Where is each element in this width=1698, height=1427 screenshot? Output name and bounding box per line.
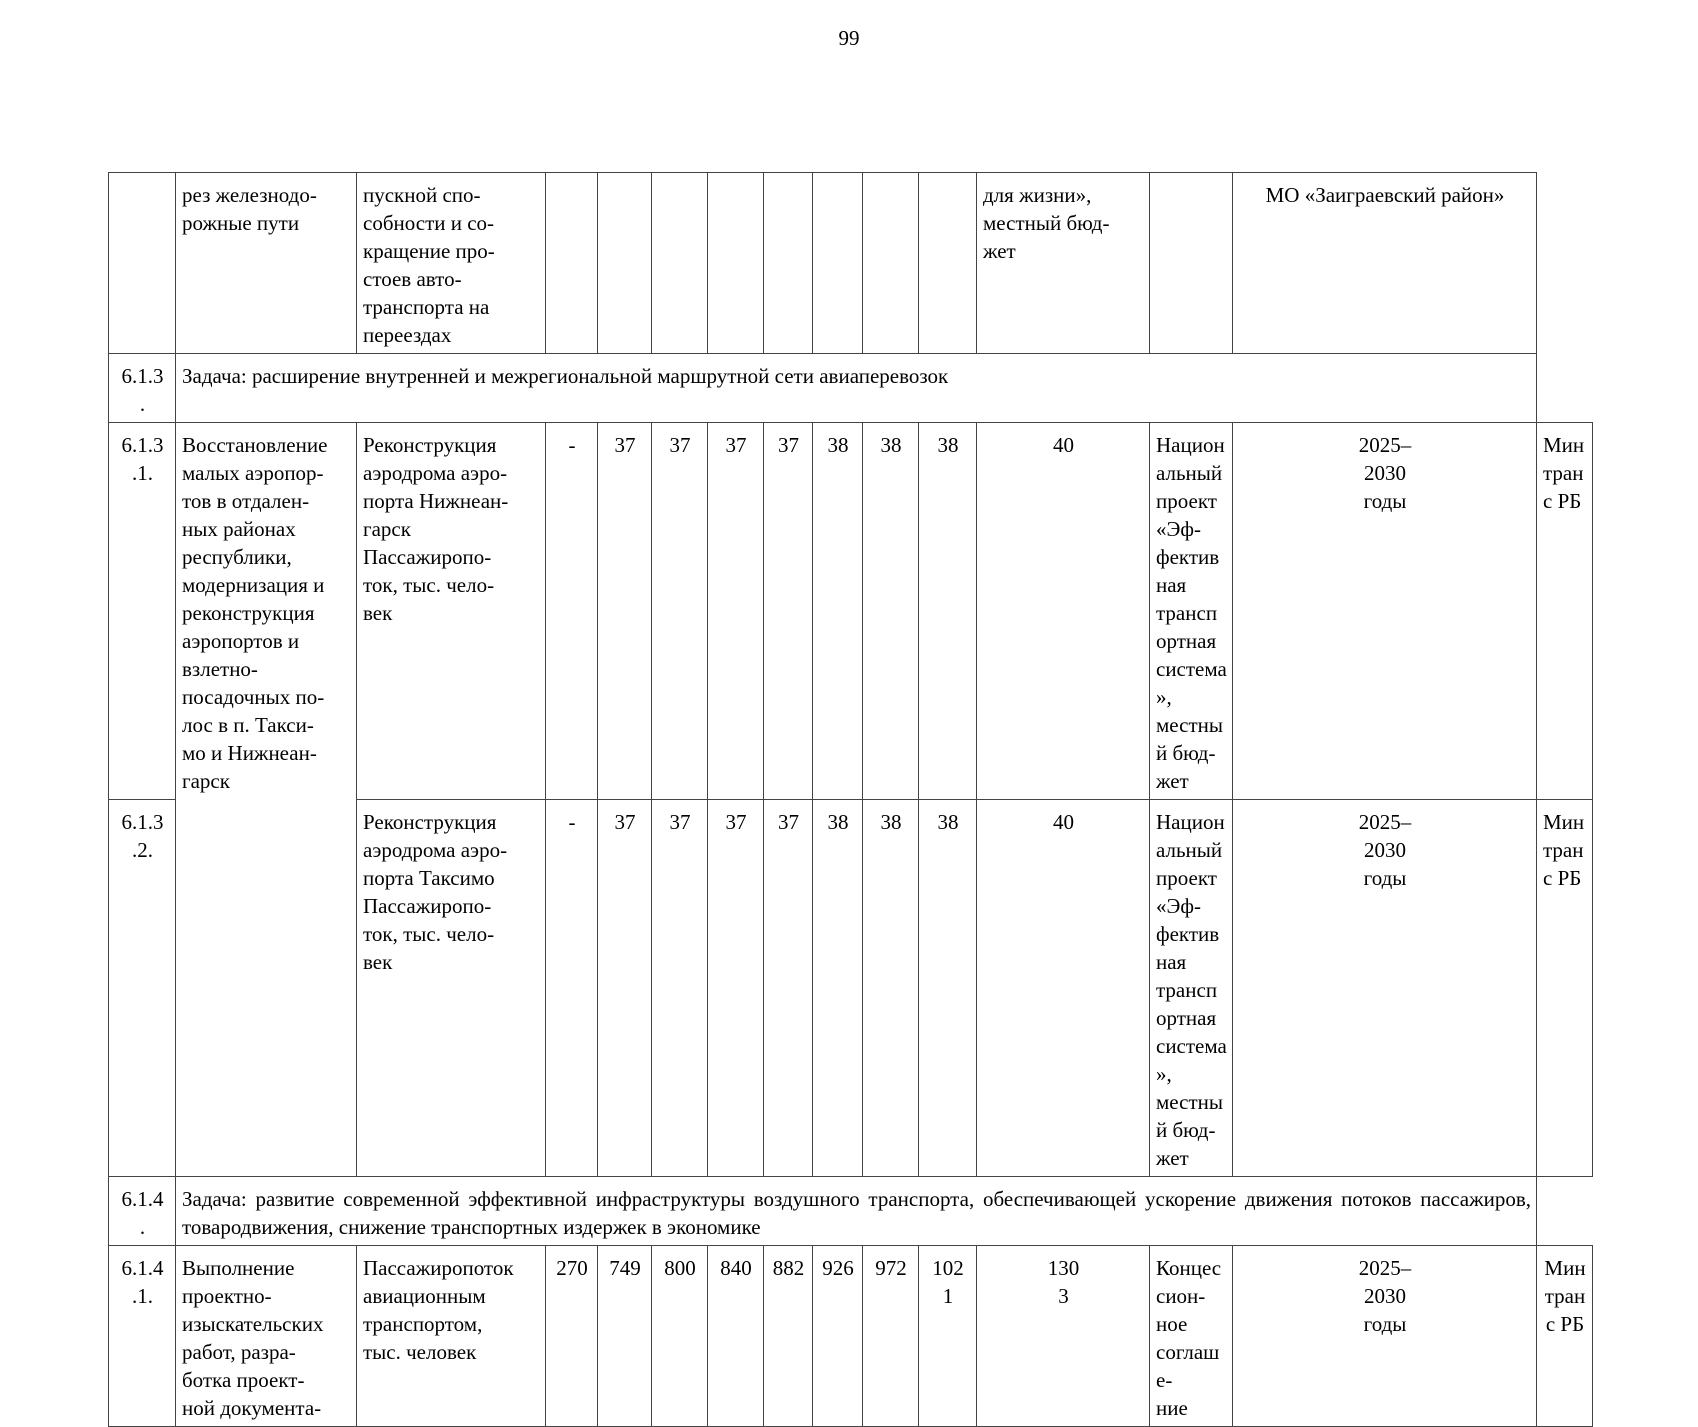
cell-funding-source: Национальный проект «Эф- фективная транспортная система», местный бюд- жет — [1150, 800, 1233, 1177]
cell-value: 37 — [764, 800, 813, 1177]
cell-measure-name: Выполнение проектно- изыскательских работ, разра- ботка проект- ной документа- — [176, 1246, 357, 1427]
cell-value: 37 — [652, 423, 708, 800]
cell-value: 38 — [919, 423, 977, 800]
table-row — [109, 423, 1593, 800]
cell-period: 2025– 2030 годы — [1233, 1246, 1537, 1427]
program-measures-table — [108, 172, 1593, 1427]
cell-value — [652, 173, 708, 354]
cell-value: - — [546, 423, 598, 800]
cell-indicator: Реконструкция аэродрома аэро- порта Таксимо Пассажиропо- ток, тыс. чело- век — [357, 800, 546, 1177]
cell-value: 926 — [813, 1246, 863, 1427]
cell-value: - — [546, 800, 598, 1177]
table-row-continuation — [109, 173, 1593, 354]
cell-value: 37 — [652, 800, 708, 1177]
table-row-task — [109, 1177, 1593, 1246]
cell-value: 38 — [863, 423, 919, 800]
cell-value: 37 — [764, 423, 813, 800]
page-number: 99 — [838, 26, 860, 50]
cell-value: 840 — [708, 1246, 764, 1427]
cell-value: 800 — [652, 1246, 708, 1427]
cell-value: 972 — [863, 1246, 919, 1427]
cell-code: 6.1.3 .2. — [109, 800, 176, 1177]
cell-measure-name: Восстановление малых аэропор- тов в отдален- ных районах республики, модернизация и реконструкция аэропортов и взлетно- посадочных по- лос в п. Такси- мо и Нижнеан- гарск — [176, 423, 357, 1177]
cell-code: 6.1.4 . — [109, 1177, 176, 1246]
cell-funding-source: для жизни», местный бюд- жет — [977, 173, 1150, 354]
cell-value: 130 3 — [977, 1246, 1150, 1427]
cell-value: 102 1 — [919, 1246, 977, 1427]
cell-value — [708, 173, 764, 354]
cell-period: 2025– 2030 годы — [1233, 423, 1537, 800]
cell-value: 882 — [764, 1246, 813, 1427]
cell-value: 37 — [598, 800, 652, 1177]
cell-period: 2025– 2030 годы — [1233, 800, 1537, 1177]
cell-executor: Минтранс РБ — [1537, 423, 1593, 800]
cell-indicator: пускной спо- собности и со- кращение про- стоев авто- транспорта на переездах — [357, 173, 546, 354]
cell-value — [764, 173, 813, 354]
cell-value — [863, 173, 919, 354]
cell-code — [109, 173, 176, 354]
cell-value: 38 — [813, 423, 863, 800]
cell-task-text: Задача: расширение внутренней и межрегиональной маршрутной сети авиаперевозок — [176, 354, 1537, 423]
cell-value — [813, 173, 863, 354]
cell-executor: Минтранс РБ — [1537, 1246, 1593, 1427]
cell-value: 38 — [919, 800, 977, 1177]
cell-value: 40 — [977, 423, 1150, 800]
cell-funding-source: Концессион- ное соглаше- ние — [1150, 1246, 1233, 1427]
cell-code: 6.1.4 .1. — [109, 1246, 176, 1427]
cell-code: 6.1.3 .1. — [109, 423, 176, 800]
cell-value — [598, 173, 652, 354]
cell-value: 37 — [708, 800, 764, 1177]
cell-code: 6.1.3 . — [109, 354, 176, 423]
table-row-task — [109, 354, 1593, 423]
cell-value: 749 — [598, 1246, 652, 1427]
cell-value: 37 — [598, 423, 652, 800]
cell-value — [919, 173, 977, 354]
table-row — [109, 1246, 1593, 1427]
cell-measure-name: рез железнодо- рожные пути — [176, 173, 357, 354]
cell-indicator: Реконструкция аэродрома аэро- порта Нижнеан- гарск Пассажиропо- ток, тыс. чело- век — [357, 423, 546, 800]
cell-value: 40 — [977, 800, 1150, 1177]
cell-value: 270 — [546, 1246, 598, 1427]
cell-value: 38 — [863, 800, 919, 1177]
cell-executor: Минтранс РБ — [1537, 800, 1593, 1177]
cell-value — [546, 173, 598, 354]
cell-period — [1150, 173, 1233, 354]
cell-funding-source: Национальный проект «Эф- фективная транспортная система», местный бюд- жет — [1150, 423, 1233, 800]
cell-value: 37 — [708, 423, 764, 800]
cell-indicator: Пассажиропоток авиационным транспортом, тыс. человек — [357, 1246, 546, 1427]
cell-executor: МО «Заиграевский район» — [1233, 173, 1537, 354]
cell-task-text: Задача: развитие современной эффективной инфраструктуры воздушного транспорта, обеспечивающей ускорение движения потоков пассажиров, товародвижения, снижение транспортных издержек в экономике — [176, 1177, 1537, 1246]
cell-value: 38 — [813, 800, 863, 1177]
